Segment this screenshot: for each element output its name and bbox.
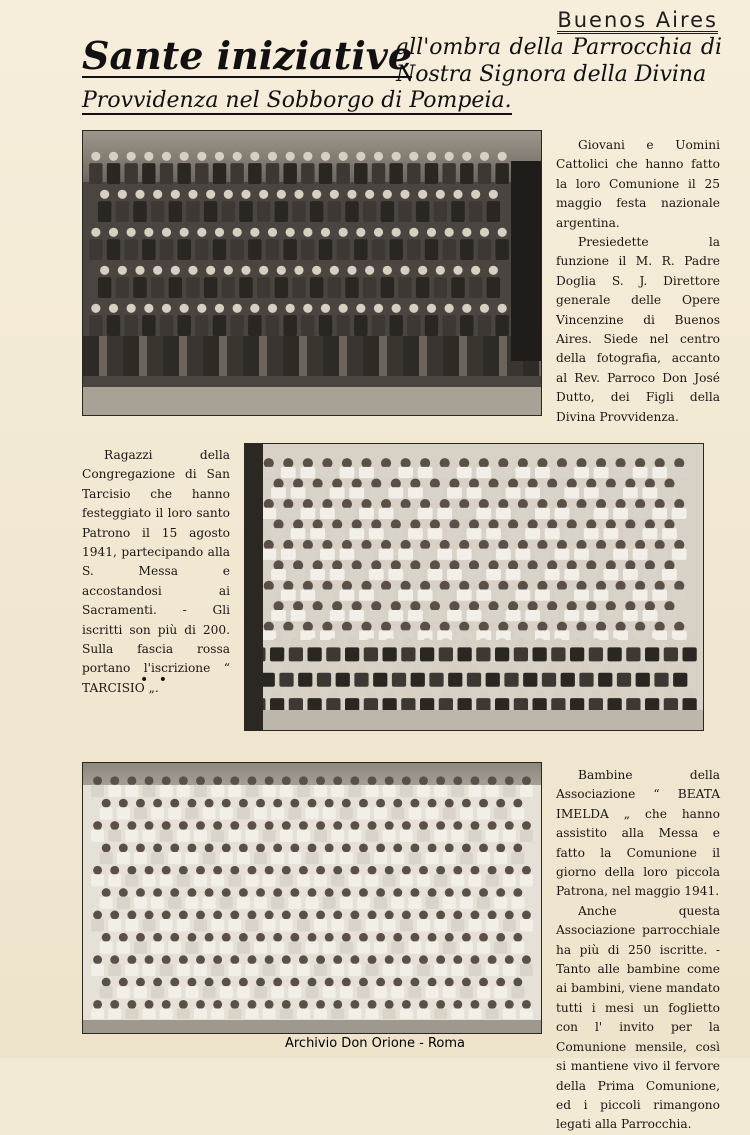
ornament-dots: • •	[140, 672, 170, 688]
article-subtitle-line2: Provvidenza nel Sobborgo di Pompeia.	[82, 88, 512, 113]
photo-men-group	[82, 130, 542, 416]
caption-paragraph: Bambine della Associazione “ BEATA IMELDA „ che hanno assistito alla Messa e fatto la Comunione il giorno della loro piccola Patrona, nel maggio 1941.	[556, 768, 720, 899]
photo-girls-group	[82, 762, 542, 1034]
caption-paragraph: Ragazzi della Congregazione di San Tarcisio che hanno festeggiato il loro santo Patrono il 15 agosto 1941, partecipando alla S. Messa e accostandosi ai Sacramenti. - Gli iscritti son più di 200. Sulla fascia rossa portano l'iscrizione “ TARCISIO „.	[82, 448, 230, 695]
caption-men-group	[556, 136, 720, 427]
crowd-texture	[259, 456, 689, 640]
caption-paragraph: Giovani e Uomini Cattolici che hanno fatto la loro Comunione il 25 maggio festa nazionale argentina.	[556, 138, 720, 230]
crowd-texture	[249, 634, 699, 710]
section-label: Buenos Aires	[557, 8, 718, 32]
crowd-texture	[89, 773, 535, 1019]
photo-boys-group	[244, 443, 704, 731]
caption-girls-group	[556, 766, 720, 1135]
caption-boys-group	[82, 446, 230, 698]
article-title: Sante iniziative	[82, 33, 413, 78]
caption-paragraph: Anche questa Associazione parrocchiale ha più di 250 iscritte. - Tanto alle bambine come ai bambini, viene mandato tutti i mesi un foglietto con l' invito per la Comunione mensile, così si mantiene vivo il fervore della Prima Comunione, ed i piccoli rimangono legati alla Parrocchia.	[556, 903, 720, 1132]
archive-footer: Archivio Don Orione - Roma	[284, 1036, 466, 1051]
article-subtitle-line1: all'ombra della Parrocchia di Nostra Signora della Divina	[396, 35, 722, 87]
caption-paragraph: Presiedette la funzione il M. R. Padre Doglia S. J. Direttore generale delle Opere Vincenzine di Buenos Aires. Siede nel centro della fotografia, accanto al Rev. Parroco Don José Dutto, dei Figli della Divina Provvidenza.	[556, 235, 720, 424]
